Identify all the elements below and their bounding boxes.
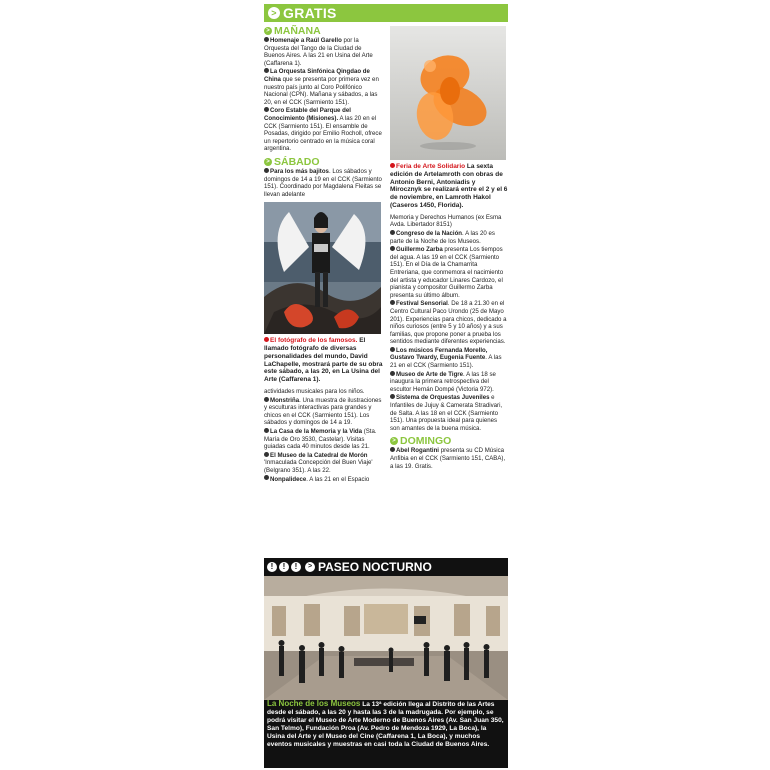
bullet-icon [264, 107, 269, 112]
gratis-page [264, 4, 508, 550]
left-more-list [264, 397, 383, 484]
bullet-icon [390, 394, 395, 399]
item-text: (Sta. María de Oro 3530, Castelar). Visitas guiadas cada 40 minutos desde las 21. [264, 428, 377, 451]
manana-list [264, 37, 383, 153]
caption-text: La sexta edición de Artelamroth con obras de Antonio Berni, Antoniadis y Mirocznyk se realizará entre el 2 y el 6 de noviembre, en Lamroth Hakol (Caseros 1450, Florida). [390, 163, 508, 209]
item-title: Guillermo Zarba [396, 246, 443, 254]
list-item [264, 168, 383, 198]
item-title: La Orquesta Sinfónica Qingdao de China [264, 68, 370, 83]
list-item [264, 476, 383, 484]
caption-lead: El fotógrafo de los famosos. [270, 337, 358, 345]
item-text: A las 20 en el CCK (Sarmiento 151). El ensamble de Posadas, dirigido por Emilio Rocholl, ofrece un repertorio centrado en la música coral argentina. [264, 114, 382, 153]
paseo-text [267, 700, 505, 749]
exclamation-icon: ! [279, 562, 289, 572]
item-title: Abel Rogantini [396, 447, 439, 455]
list-item [264, 428, 383, 451]
item-title: Sistema de Orquestas Juveniles [396, 394, 490, 402]
item-text: por la Orquesta del Tango de la Ciudad de Buenos Aires. A las 21 en Usina del Arte (Caffarena 1). [264, 37, 373, 67]
section-domingo [390, 435, 508, 447]
angel-photo-image [264, 202, 381, 334]
item-text: e Infantiles de Jujuy & Camerata Stradivari, de Salta. A las 18 en el CCK (Sarmiento 151). Una propuesta ideal para quienes son amantes de la buena música. [390, 394, 503, 432]
item-title: Museo de Arte de Tigre [396, 370, 464, 378]
continuation-text: actividades musicales para los niños. [264, 388, 365, 396]
item-text: . Una muestra de ilustraciones y esculturas interactivas para grandes y chicos en el CCK (Sarmiento 151). Los sábados y domingos de 14 a 19. [264, 396, 382, 427]
section-manana [264, 25, 383, 37]
bullet-icon [390, 371, 395, 376]
caption-lead: Feria de Arte Solidario [396, 163, 466, 170]
item-text: . De 18 a 21.30 en el Centro Cultural Paco Urondo (25 de Mayo 201). Experiencias para chicos, dedicado a niños curiosos (entre 5 y 10 años) y a sus familias, que propone poner a prueba los sentidos mediante diferentes experiencias. [390, 300, 507, 346]
item-text: 'Inmaculada Concepción del Buen Viaje' (Belgrano 351). A las 22. [264, 459, 373, 474]
gratis-banner [264, 4, 508, 22]
list-item [390, 447, 508, 470]
item-title: Monstriña [270, 396, 300, 404]
bullet-icon [264, 68, 269, 73]
paseo-header [264, 558, 508, 576]
orange-sculpture-image [390, 26, 506, 160]
right-list [390, 230, 508, 432]
paseo-title: PASEO NOCTURNO [318, 560, 432, 574]
museum-hall-image [264, 576, 508, 700]
bullet-icon [264, 397, 269, 402]
feria-photo [390, 26, 506, 160]
bullet-icon [390, 246, 395, 251]
list-item [390, 300, 508, 346]
bullet-icon [264, 37, 269, 42]
bullet-icon [264, 452, 269, 457]
item-title: Nonpalidece [270, 475, 307, 483]
item-text: . A las 21 en el Espacio [306, 475, 370, 483]
paseo-lead: La Noche de los Museos [267, 699, 361, 708]
list-item [390, 347, 508, 370]
columns [264, 22, 508, 550]
list-item [390, 246, 508, 299]
item-title: Para los más bajitos [270, 167, 329, 175]
section-title: SÁBADO [274, 155, 320, 168]
arrow-icon: > [264, 27, 272, 35]
item-title: Los músicos Fernanda Morello, Gustavo Twardy, Eugenia Fuente [390, 346, 488, 362]
arrow-icon: > [390, 437, 398, 445]
sabado-list [264, 168, 383, 198]
bullet-icon [390, 347, 395, 352]
item-text: . A las 20 es parte de la Noche de los Museos. [390, 229, 495, 245]
list-item [264, 397, 383, 427]
list-item [390, 394, 508, 432]
item-text: presenta Los tiempos del agua. A las 19 en el CCK (Sarmiento 151). En el Día de la Chamarrita Entreriana, que conmemora el nacimiento del artista y educador Linares Cardozo, el pianista y compositor Guillermo Zarba presenta su último álbum. [390, 246, 504, 299]
bullet-icon [390, 300, 395, 305]
domingo-list [390, 447, 508, 470]
paseo-nocturno-box [264, 558, 508, 768]
list-item [390, 371, 508, 394]
section-title: MAÑANA [274, 25, 321, 37]
banner-title: GRATIS [283, 5, 337, 21]
exclamation-icon: ! [291, 562, 301, 572]
list-item [390, 230, 508, 245]
exclamation-icons [267, 562, 301, 572]
item-text: . Los sábados y domingos de 14 a 19 en el CCK (Sarmiento 151). Coordinado por Magdalena Fleitas se llevan adelante [264, 167, 382, 198]
lachapelle-photo [264, 202, 381, 334]
item-title: La Casa de la Memoria y la Vida [270, 428, 363, 436]
item-title: Festival Sensorial [396, 300, 448, 308]
left-column [264, 22, 383, 484]
feria-caption [390, 163, 508, 210]
item-text: que se presenta por primera vez en nuestro país junto al Coro Polifónico Nacional (CPN). Mañana y sábados, a las 20, en el CCK (Sarmiento 151). [264, 75, 379, 106]
lachapelle-caption [264, 337, 383, 384]
bullet-icon [390, 447, 395, 452]
bullet-icon [390, 163, 395, 168]
continuation-text: Memoria y Derechos Humanos (ex Esma Avda. Libertador 8151) [390, 213, 502, 229]
section-title: DOMINGO [400, 435, 452, 448]
arrow-icon: > [305, 562, 315, 572]
right-column [390, 22, 508, 471]
paseo-body: La 13ª edición llega al Distrito de las Artes desde el sábado, a las 20 y hasta las 3 de la madrugada. Por ejemplo, se podrá visitar el Museo de Arte Moderno de Buenos Aires (Av. San Juan 350, San Telmo), Fundación Proa (Av. Pedro de Mendoza 1929, La Boca), la Usina del Arte y el Museo del Cine (Caffarena 1, La Boca), y muchos eventos musicales y muestras en casi toda la Ciudad de Buenos Aires. [267, 701, 504, 748]
caption-text: El llamado fotógrafo de diversas personalidades del mundo, David LaChapelle, mostrará parte de su obra este sábado, a las 20, en La Usina del Arte (Caffarena 1). [264, 337, 383, 384]
list-item [264, 107, 383, 153]
bullet-icon [264, 475, 269, 480]
exclamation-icon: ! [267, 562, 277, 572]
bullet-icon [264, 168, 269, 173]
item-title: El Museo de la Catedral de Morón [270, 451, 368, 459]
item-title: Coro Estable del Parque del Conocimiento (Misiones). [264, 107, 351, 122]
list-item [264, 452, 383, 475]
item-text: . A las 18 se inaugura la primera retrospectiva del escultor Hernán Dompé (Victoria 972). [390, 370, 496, 393]
bullet-icon [390, 230, 395, 235]
item-title: Congreso de la Nación [396, 229, 463, 237]
list-item [264, 37, 383, 67]
bullet-icon [264, 337, 269, 342]
section-sabado [264, 156, 383, 168]
item-title: Homenaje a Raúl Garello [270, 37, 342, 44]
item-text: . A las 21 en el CCK (Sarmiento 151). [390, 354, 502, 370]
bullet-icon [264, 428, 269, 433]
item-text: presenta su CD Música Anfibia en el CCK (Sarmiento 151, CABA), a las 19. Gratis. [390, 447, 506, 470]
arrow-icon: > [268, 7, 280, 19]
arrow-icon: > [264, 158, 272, 166]
list-item [264, 68, 383, 106]
